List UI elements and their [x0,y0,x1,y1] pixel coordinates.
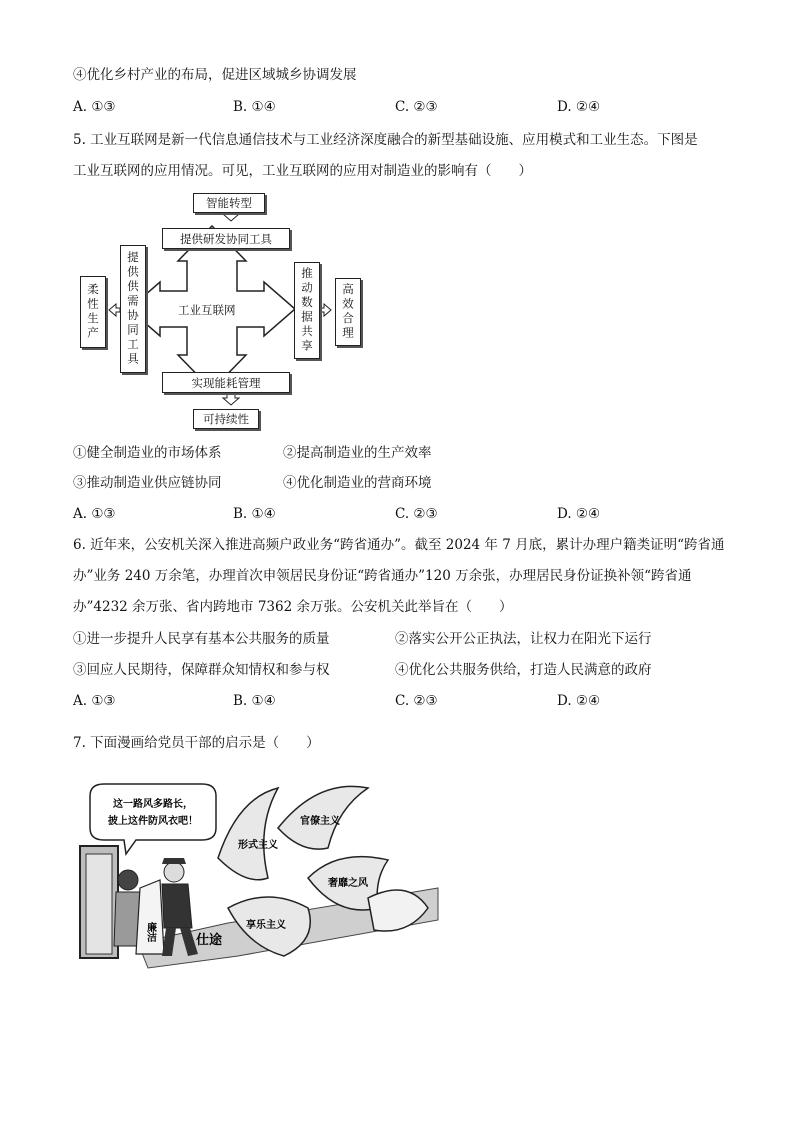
q6-item-1: ①进一步提升人民享有基本公共服务的质量 [73,631,330,647]
wind-label-4: 享乐主义 [246,920,286,931]
efficient-rational-box: 高效合理 [335,278,361,346]
q5-item-1: ①健全制造业的市场体系 [73,445,222,461]
q5-item-4: ④优化制造业的营商环境 [283,475,432,491]
q4-option-b: B. ①④ [233,99,276,115]
q6-option-a: A. ①③ [73,693,116,709]
road-label: 仕途 [196,933,223,948]
bubble-line-2: 披上这件防风衣吧！ [108,816,198,827]
q5-option-c: C. ②③ [395,506,438,522]
q6-option-b: B. ①④ [233,693,276,709]
q6-option-d: D. ②④ [557,693,601,709]
wind-label-1: 形式主义 [238,840,278,851]
q4-option-a: A. ①③ [73,99,116,115]
q6-option-c: C. ②③ [395,693,438,709]
energy-management-box: 实现能耗管理 [162,372,290,393]
bubble-line-1: 这一路风多路长， [113,799,193,810]
wind-label-2: 官僚主义 [300,816,340,827]
industrial-internet-diagram [78,190,378,430]
q5-item-2: ②提高制造业的生产效率 [283,445,432,461]
q6-item-4: ④优化公共服务供给，打造人民满意的政府 [395,662,652,678]
q5-item-3: ③推动制造业供应链协同 [73,475,222,491]
q6-item-2: ②落实公开公正执法，让权力在阳光下运行 [395,631,652,647]
supply-demand-tool-box: 提供供需协同工具 [120,245,146,373]
q5-option-d: D. ②④ [557,506,601,522]
rd-collaboration-tool-box: 提供研发协同工具 [162,228,290,249]
cartoon-drawing [78,768,440,970]
q4-option-d: D. ②④ [557,99,601,115]
data-sharing-box: 推动数据共享 [294,262,320,359]
q6-item-3: ③回应人民期待，保障群众知情权和参与权 [73,662,330,678]
smart-transformation-box: 智能转型 [193,193,265,213]
cartoon-illustration [78,768,440,970]
q5-stem-line2: 工业互联网的应用情况。可见，工业互联网的应用对制造业的影响有（ ） [73,163,532,179]
q4-option-c: C. ②③ [395,99,438,115]
q6-stem: 6. 近年来，公安机关深入推进高频户政业务“跨省通办”。截至 2024 年 7 月底，累计办理户籍类证明“跨省通办”业务 240 万余笔，办理首次申领居民身份证“跨省通办”120 万余张，办理居民身份证换补领“跨省通办”4232 余万张、省内跨地市 7362 余万张。公安机关此举旨在（ ） [73,537,725,615]
q5-stem-line1: 5. 工业互联网是新一代信息通信技术与工业经济深度融合的新型基础设施、应用模式和工业生态。下图是 [73,132,698,148]
q4-item-4: ④优化乡村产业的布局，促进区域城乡协调发展 [73,67,357,83]
q5-option-b: B. ①④ [233,506,276,522]
industrial-internet-label: 工业互联网 [178,303,236,317]
wind-label-3: 奢靡之风 [328,878,368,889]
sustainability-box: 可持续性 [193,409,259,429]
cloak-label: 廉洁 [144,922,156,942]
q7-stem: 7. 下面漫画给党员干部的启示是（ ） [73,735,320,751]
q5-option-a: A. ①③ [73,506,116,522]
flexible-production-box: 柔性生产 [80,276,106,348]
